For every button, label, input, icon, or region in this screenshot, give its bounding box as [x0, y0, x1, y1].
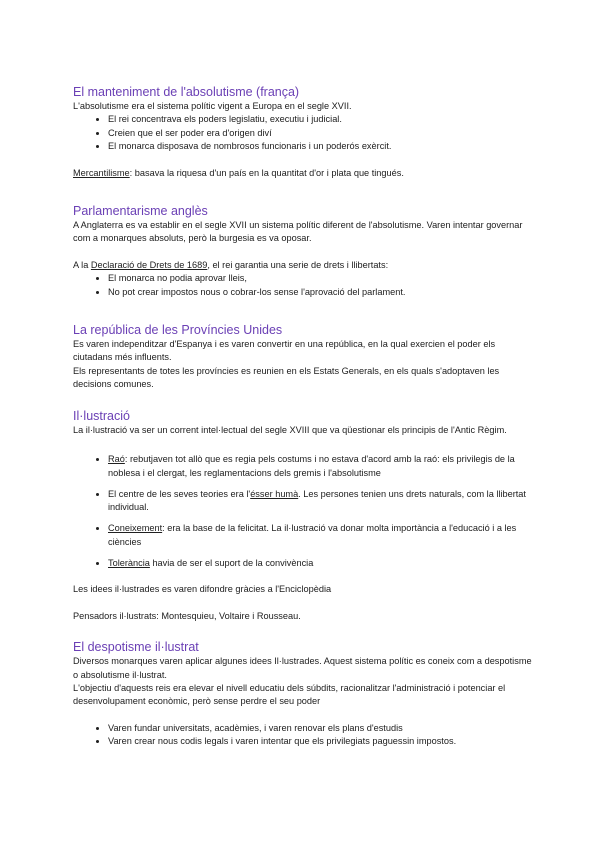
parlamentarisme-intro: A Anglaterra es va establir en el segle XVII un sistema polític diferent de l'absolutisme. Varen intentar governar com a monarques absoluts, però la burgesia es va oposar.: [73, 220, 523, 244]
rao-text: : rebutjaven tot allò que es regia pels costums i no estava d'acord amb la raó: els privilegis de la noblesa i el clergat, les reglamentacions dels gremis i l'absolutisme: [108, 454, 515, 478]
despotisme-list: [73, 722, 533, 749]
section-title-parlamentarisme: Parlamentarisme anglès: [73, 204, 208, 219]
republica-paragraph-1: Es varen independitzar d'Espanya i es varen convertir en una república, en la qual exercien el poder els ciutadans més influents.: [73, 339, 496, 363]
esser-huma-suffix: . Les persones tenien uns drets naturals, com la llibertat individual.: [108, 488, 526, 513]
declaracio-prefix: A la: [73, 259, 91, 270]
illustracio-list: [73, 453, 533, 570]
republica-paragraph-2: Els representants de totes les províncies es reunien en els Estats Generals, en els quals s'adoptaven les decisions comunes.: [73, 365, 500, 390]
mercantilisme-paragraph: [73, 167, 533, 180]
enciclopedia-paragraph: Les idees il·lustrades es varen difondre gràcies a l'Enciclopèdia: [73, 584, 332, 595]
coneixement-term: Coneixement: [108, 523, 163, 534]
section-title-republica: La república de les Províncies Unides: [73, 323, 283, 338]
coneixement-text: : era la base de la felicitat. La il·lustració va donar molta importància a l'educació i a les ciències: [108, 523, 517, 547]
list-item: • Varen fundar universitats, acadèmies, i varen renovar els plans d'estudis: [108, 722, 533, 735]
list-item: • El rei concentrava els poders legislatiu, executiu i judicial.: [108, 113, 533, 126]
section-title-illustracio: Il·lustració: [73, 408, 130, 423]
mercantilisme-definition: : basava la riquesa d'un país en la quantitat d'or i plata que tingués.: [129, 167, 404, 178]
list-item-tolerancia: [108, 557, 533, 570]
illustracio-intro: La il·lustració va ser un corrent intel·lectual del segle XVIII que va qüestionar els principis de l'Antic Règim.: [73, 424, 507, 435]
list-item: • El monarca no podia aprovar lleis,: [108, 272, 533, 285]
list-item-coneixement: [108, 522, 533, 549]
list-item: • El monarca disposava de nombrosos funcionaris i un poderós exèrcit.: [108, 140, 533, 153]
declaracio-term: Declaració de Drets de 1689: [90, 259, 208, 270]
esser-huma-prefix: El centre de les seves teories era l': [108, 488, 251, 499]
drets-list: [73, 272, 533, 299]
esser-huma-term: ésser humà: [250, 488, 299, 499]
declaracio-suffix: , el rei garantia una serie de drets i llibertats:: [207, 259, 389, 270]
list-item-rao: [108, 453, 533, 480]
rao-term: Raó: [108, 454, 125, 465]
pensadors-paragraph: Pensadors il·lustrats: Montesquieu, Voltaire i Rousseau.: [73, 610, 301, 621]
absolutisme-list: [73, 113, 533, 153]
mercantilisme-term: Mercantilisme: [73, 167, 130, 178]
list-item: • No pot crear impostos nous o cobrar-los sense l'aprovació del parlament.: [108, 286, 533, 299]
tolerancia-text: havia de ser el suport de la convivència: [149, 557, 314, 568]
declaracio-paragraph: [73, 259, 533, 272]
section-title-absolutisme: El manteniment de l'absolutisme (frança): [73, 85, 300, 99]
list-item: • Creien que el ser poder era d'origen diví: [108, 127, 533, 140]
list-item-esser-huma: [108, 488, 533, 515]
despotisme-paragraph-2: L'objectiu d'aquests reis era elevar el nivell educatiu dels súbdits, racionalitzar l'administració i potenciar el desenvolupament econòmic, però sense perdre el seu poder: [73, 682, 506, 707]
tolerancia-term: Tolerància: [108, 557, 150, 568]
section-title-despotisme: El despotisme il·lustrat: [73, 640, 199, 655]
list-item: • Varen crear nous codis legals i varen intentar que els privilegiats paguessin impostos.: [108, 735, 533, 748]
document-content: [73, 84, 533, 749]
absolutisme-intro: L'absolutisme era el sistema polític vigent a Europa en el segle XVII.: [73, 101, 352, 111]
despotisme-paragraph-1: Diversos monarques varen aplicar algunes idees Il·lustrades. Aquest sistema polític es coneix com a despotisme o absolutisme il·lustrat.: [73, 656, 532, 680]
